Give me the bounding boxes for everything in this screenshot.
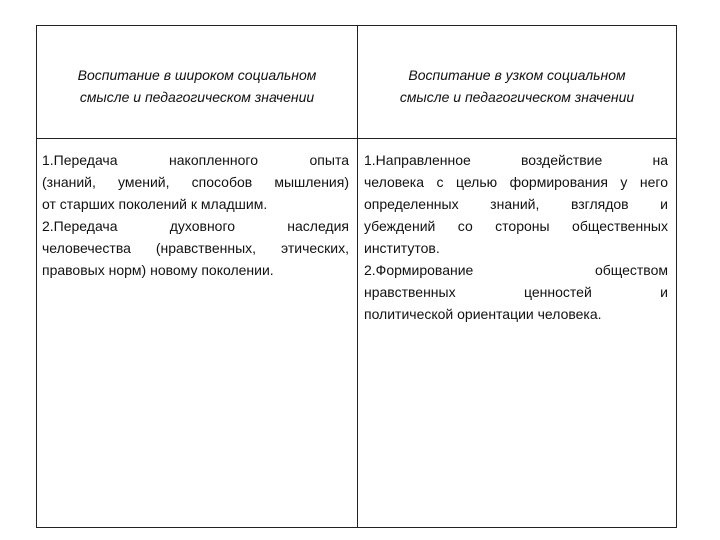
cell-line: (знаний, умений, способов мышления) <box>42 174 349 190</box>
cell-line: от старших поколений к младшим. <box>42 196 268 212</box>
header-text: Воспитание в широком социальном <box>77 67 317 83</box>
body-cell-broad <box>42 149 349 281</box>
cell-line: 2.Передача духовного наследия <box>42 218 349 234</box>
cell-line: 1.Передача накопленного опыта <box>42 152 349 168</box>
cell-line: правовых норм) новому поколении. <box>42 262 274 278</box>
cell-line: убеждений со стороны общественных <box>364 218 668 234</box>
cell-line: политической ориентации человека. <box>364 306 602 322</box>
header-text: Воспитание в узком социальном <box>408 67 626 83</box>
cell-line: 1.Направленное воздействие на <box>364 152 668 168</box>
column-divider <box>357 25 358 528</box>
cell-line: человека с целью формирования у него <box>364 174 668 190</box>
cell-line: нравственных ценностей и <box>364 284 668 300</box>
cell-line: 2.Формирование обществом <box>364 262 668 278</box>
header-divider <box>36 138 677 139</box>
header-text: смысле и педагогическом значении <box>79 89 315 105</box>
header-cell-narrow <box>367 64 667 108</box>
header-text: смысле и педагогическом значении <box>399 89 635 105</box>
cell-line: институтов. <box>364 240 440 256</box>
header-cell-broad <box>47 64 347 108</box>
body-cell-narrow <box>364 149 668 325</box>
cell-line: определенных знаний, взглядов и <box>364 196 668 212</box>
cell-line: человечества (нравственных, этических, <box>42 240 349 256</box>
